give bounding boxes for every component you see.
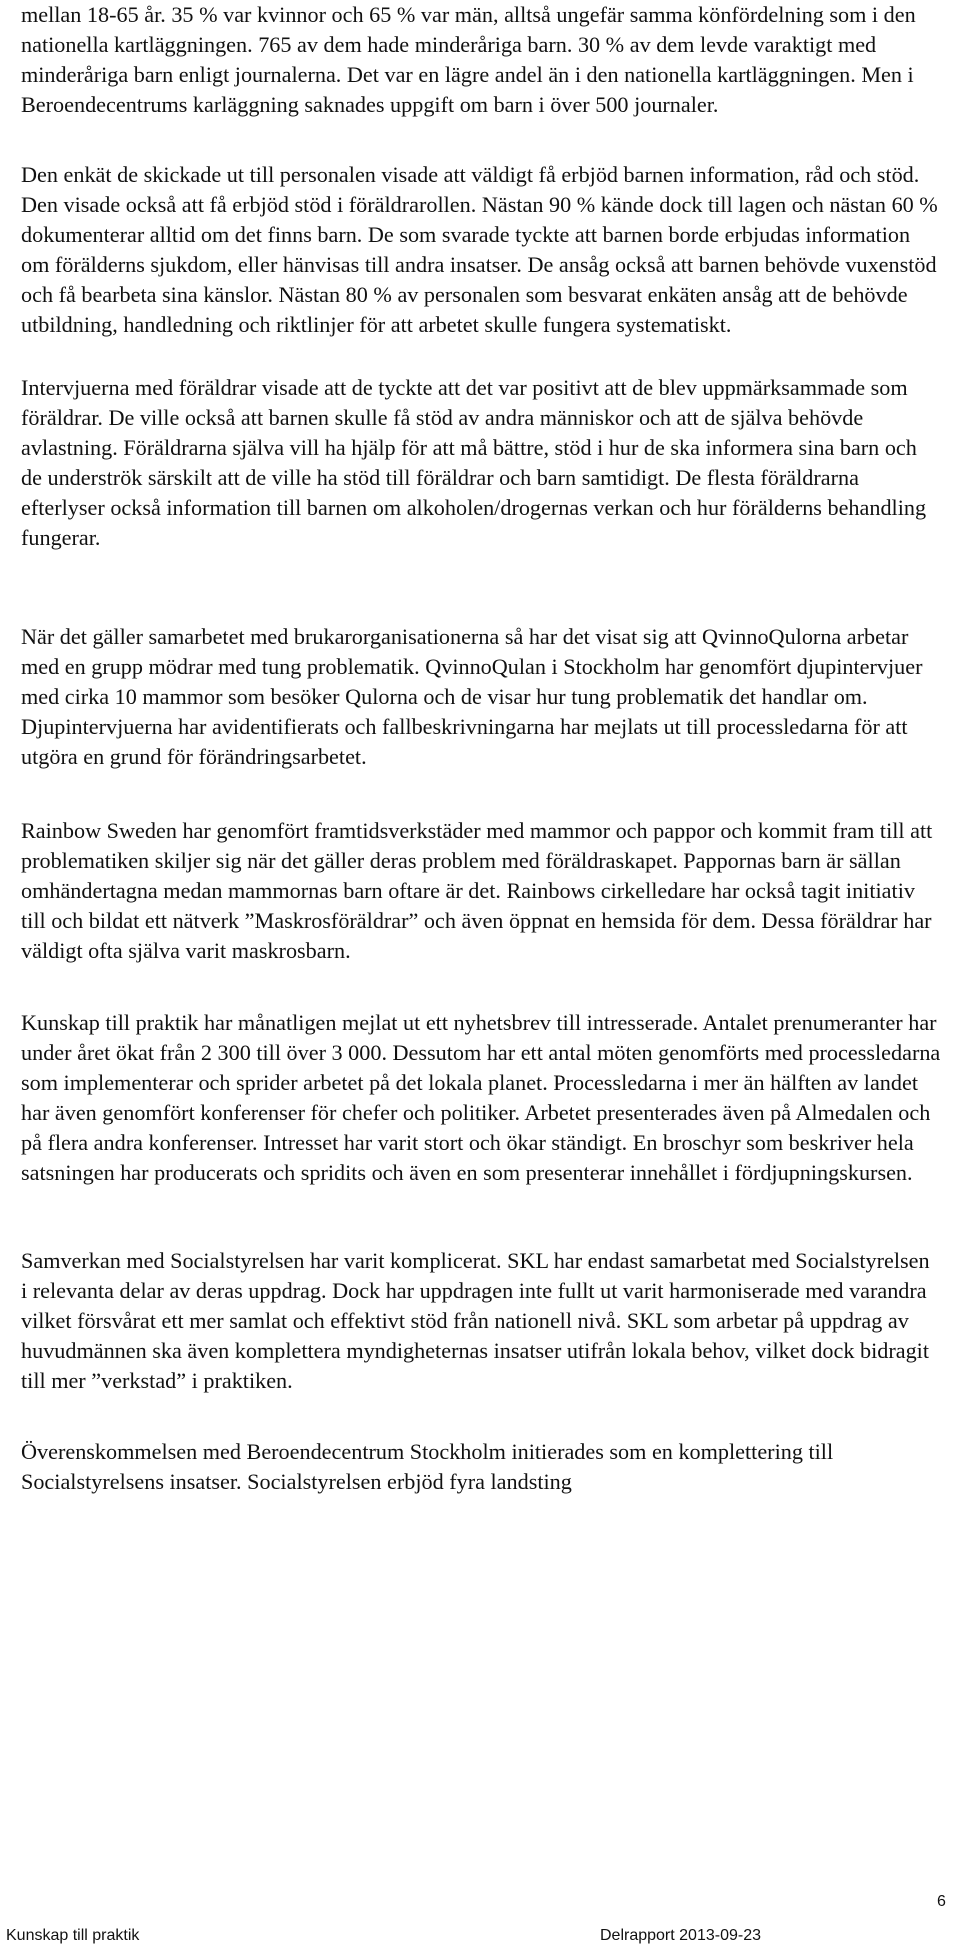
footer-title: Kunskap till praktik: [6, 1927, 140, 1944]
body-paragraph: Den enkät de skickade ut till personalen visade att väldigt få erbjöd barnen information, råd och stöd. Den visade också att få erbjöd stöd i föräldrarollen. Nästan 90 % kände dock till lagen och nästan 60 % dokumenterar alltid om det finns barn. De som svarade tyckte att barnen borde erbjudas information om förälderns sjukdom, eller hänvisas till andra insatser. De ansåg också att barnen behövde vuxenstöd och få bearbeta sina känslor. Nästan 80 % av personalen som besvarat enkäten ansåg att de behövde utbildning, handledning och riktlinjer för att arbetet skulle fungera systematiskt.: [21, 162, 938, 337]
body-paragraph: Kunskap till praktik har månatligen mejlat ut ett nyhetsbrev till intresserade. Antalet prenumeranter har under året ökat från 2 300 till över 3 000. Dessutom har ett antal möten genomförts med processledarna som implementerar och sprider arbetet på det lokala planet. Processledarna i mer än hälften av landet har även genomfört konferenser för chefer och politiker. Arbetet presenterades även på Almedalen och på flera andra konferenser. Intresset har varit stort och ökar ständigt. En broschyr som beskriver hela satsningen har producerats och spridits och även en som presenterar innehållet i fördjupningskursen.: [21, 1010, 941, 1185]
page-number: 6: [937, 1893, 946, 1910]
body-paragraph: Samverkan med Socialstyrelsen har varit komplicerat. SKL har endast samarbetat med Socialstyrelsen i relevanta delar av deras uppdrag. Dock har uppdragen inte fullt ut varit harmoniserade med varandra vilket försvårat ett mer samlat och effektivt stöd från nationell nivå. SKL som arbetar på uppdrag av huvudmännen ska även komplettera myndigheternas insatser utifrån lokala behov, vilket dock bidragit till mer ”verkstad” i praktiken.: [21, 1248, 930, 1393]
body-paragraph: Intervjuerna med föräldrar visade att de tyckte att det var positivt att de blev uppmärksammade som föräldrar. De ville också att barnen skulle få stöd av andra människor och att de själva behövde avlastning. Föräldrarna själva vill ha hjälp för att må bättre, stöd i hur de ska informera sina barn och de underströk särskilt att de ville ha stöd till föräldrar och barn samtidigt. De flesta föräldrarna efterlyser också information till barnen om alkoholen/drogernas verkan och hur förälderns behandling fungerar.: [21, 375, 927, 550]
footer-report-date: Delrapport 2013-09-23: [600, 1927, 761, 1944]
body-paragraph: Överenskommelsen med Beroendecentrum Stockholm initierades som en komplettering till Socialstyrelsens insatser. Socialstyrelsen erbjöd fyra landsting: [21, 1439, 834, 1494]
body-paragraph: mellan 18-65 år. 35 % var kvinnor och 65 % var män, alltså ungefär samma könfördelning som i den nationella kartläggningen. 765 av dem hade minderåriga barn. 30 % av dem levde varaktigt med minderåriga barn enligt journalerna. Det var en lägre andel än i den nationella kartläggningen. Men i Beroendecentrums karläggning saknades uppgift om barn i över 500 journaler.: [21, 2, 916, 117]
body-paragraph: Rainbow Sweden har genomfört framtidsverkstäder med mammor och pappor och kommit fram till att problematiken skiljer sig när det gäller deras problem med föräldraskapet. Pappornas barn är sällan omhändertagna medan mammornas barn oftare är det. Rainbows cirkelledare har också tagit initiativ till och bildat ett nätverk ”Maskrosföräldrar” och även öppnat en hemsida för dem. Dessa föräldrar har väldigt ofta själva varit maskrosbarn.: [21, 818, 933, 963]
body-paragraph: När det gäller samarbetet med brukarorganisationerna så har det visat sig att QvinnoQulorna arbetar med en grupp mödrar med tung problematik. QvinnoQulan i Stockholm har genomfört djupintervjuer med cirka 10 mammor som besöker Qulorna och de visar hur tung problematik det handlar om. Djupintervjuerna har avidentifierats och fallbeskrivningarna har mejlats ut till processledarna för att utgöra en grund för förändringsarbetet.: [21, 624, 923, 769]
